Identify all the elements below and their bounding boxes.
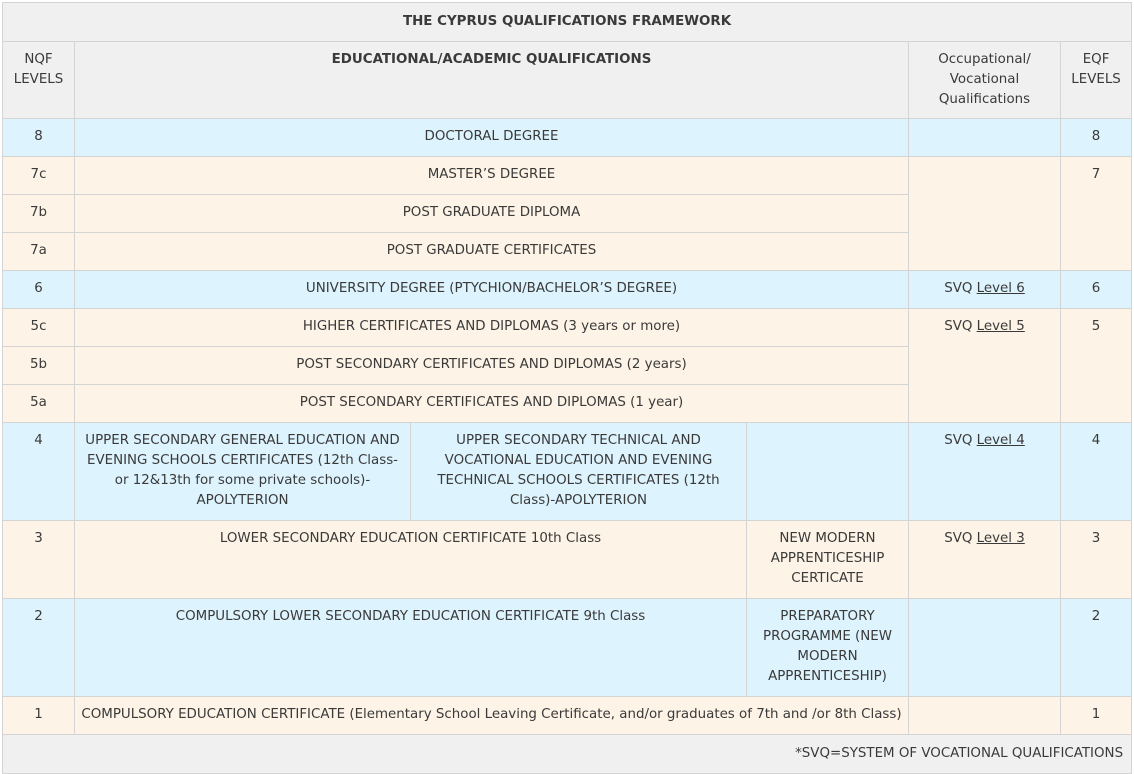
table-title-row (3, 3, 1132, 42)
apprenticeship-cell: PREPARATORY PROGRAMME (NEW MODERN APPRENTICESHIP) (747, 599, 909, 697)
table-row-level-6 (3, 271, 1132, 309)
nqf-level-cell: 7b (3, 195, 75, 233)
edu-technical-cell: UPPER SECONDARY TECHNICAL AND VOCATIONAL EDUCATION AND EVENING TECHNICAL SCHOOLS CERTIFICATES (12th Class)-APOLYTERION (411, 423, 747, 521)
occ-qualification-cell (909, 309, 1061, 423)
occ-qualification-cell (909, 157, 1061, 271)
edu-qualification-cell: COMPULSORY EDUCATION CERTIFICATE (Elementary School Leaving Certificate, and/or graduates of 7th and /or 8th Class) (75, 697, 909, 735)
nqf-level-cell: 8 (3, 119, 75, 157)
table-row-level-5c (3, 309, 1132, 347)
nqf-level-cell: 5c (3, 309, 75, 347)
edu-qualification-cell: HIGHER CERTIFICATES AND DIPLOMAS (3 years or more) (75, 309, 909, 347)
qualifications-framework-table (2, 2, 1132, 774)
occ-qualification-cell (909, 697, 1061, 735)
header-educational-qualifications: EDUCATIONAL/ACADEMIC QUALIFICATIONS (75, 42, 909, 119)
nqf-level-cell: 1 (3, 697, 75, 735)
eqf-level-cell: 2 (1061, 599, 1132, 697)
table-row-level-4 (3, 423, 1132, 521)
eqf-level-cell: 5 (1061, 309, 1132, 423)
nqf-level-cell: 2 (3, 599, 75, 697)
table-row-level-8 (3, 119, 1132, 157)
nqf-level-cell: 5a (3, 385, 75, 423)
edu-qualification-cell: POST SECONDARY CERTIFICATES AND DIPLOMAS (1 year) (75, 385, 909, 423)
header-eqf-levels: EQF LEVELS (1061, 42, 1132, 119)
eqf-level-cell: 1 (1061, 697, 1132, 735)
edu-qualification-cell: POST SECONDARY CERTIFICATES AND DIPLOMAS (2 years) (75, 347, 909, 385)
svq-prefix: SVQ (944, 281, 973, 296)
header-occupational-qualifications: Occupational/ Vocational Qualifications (909, 42, 1061, 119)
svq-level-5-link[interactable]: Level 5 (976, 319, 1025, 334)
edu-qualification-cell: COMPULSORY LOWER SECONDARY EDUCATION CERTIFICATE 9th Class (75, 599, 747, 697)
eqf-level-cell: 7 (1061, 157, 1132, 271)
edu-qualification-cell: LOWER SECONDARY EDUCATION CERTIFICATE 10th Class (75, 521, 747, 599)
nqf-level-cell: 6 (3, 271, 75, 309)
eqf-level-cell: 3 (1061, 521, 1132, 599)
nqf-level-cell: 3 (3, 521, 75, 599)
table-title: THE CYPRUS QUALIFICATIONS FRAMEWORK (3, 3, 1132, 42)
svq-level-3-link[interactable]: Level 3 (976, 531, 1025, 546)
occ-qualification-cell (909, 119, 1061, 157)
occ-qualification-cell (909, 271, 1061, 309)
nqf-level-cell: 4 (3, 423, 75, 521)
apprenticeship-cell: NEW MODERN APPRENTICESHIP CERTICATE (747, 521, 909, 599)
occ-qualification-cell (909, 423, 1061, 521)
edu-general-cell: UPPER SECONDARY GENERAL EDUCATION AND EVENING SCHOOLS CERTIFICATES (12th Class-or 12&13th for some private schools)-APOLYTERION (75, 423, 411, 521)
svq-prefix: SVQ (944, 531, 973, 546)
edu-qualification-cell: UNIVERSITY DEGREE (PTYCHION/BACHELOR’S DEGREE) (75, 271, 909, 309)
table-row-level-3 (3, 521, 1132, 599)
nqf-level-cell: 5b (3, 347, 75, 385)
svq-prefix: SVQ (944, 433, 973, 448)
nqf-level-cell: 7a (3, 233, 75, 271)
eqf-level-cell: 4 (1061, 423, 1132, 521)
svq-footnote: *SVQ=SYSTEM OF VOCATIONAL QUALIFICATIONS (3, 735, 1132, 774)
edu-qualification-cell: MASTER’S DEGREE (75, 157, 909, 195)
table-row-level-2 (3, 599, 1132, 697)
svq-level-4-link[interactable]: Level 4 (976, 433, 1025, 448)
table-footer-row (3, 735, 1132, 774)
nqf-level-cell: 7c (3, 157, 75, 195)
edu-qualification-cell: DOCTORAL DEGREE (75, 119, 909, 157)
table-row-level-1 (3, 697, 1132, 735)
header-nqf-levels: NQF LEVELS (3, 42, 75, 119)
eqf-level-cell: 6 (1061, 271, 1132, 309)
table-header-row (3, 42, 1132, 119)
edu-qualification-cell: POST GRADUATE CERTIFICATES (75, 233, 909, 271)
occ-qualification-cell (909, 599, 1061, 697)
occ-qualification-cell (909, 521, 1061, 599)
table-row-level-7c (3, 157, 1132, 195)
svq-level-6-link[interactable]: Level 6 (976, 281, 1025, 296)
eqf-level-cell: 8 (1061, 119, 1132, 157)
apprenticeship-cell (747, 423, 909, 521)
svq-prefix: SVQ (944, 319, 973, 334)
edu-qualification-cell: POST GRADUATE DIPLOMA (75, 195, 909, 233)
